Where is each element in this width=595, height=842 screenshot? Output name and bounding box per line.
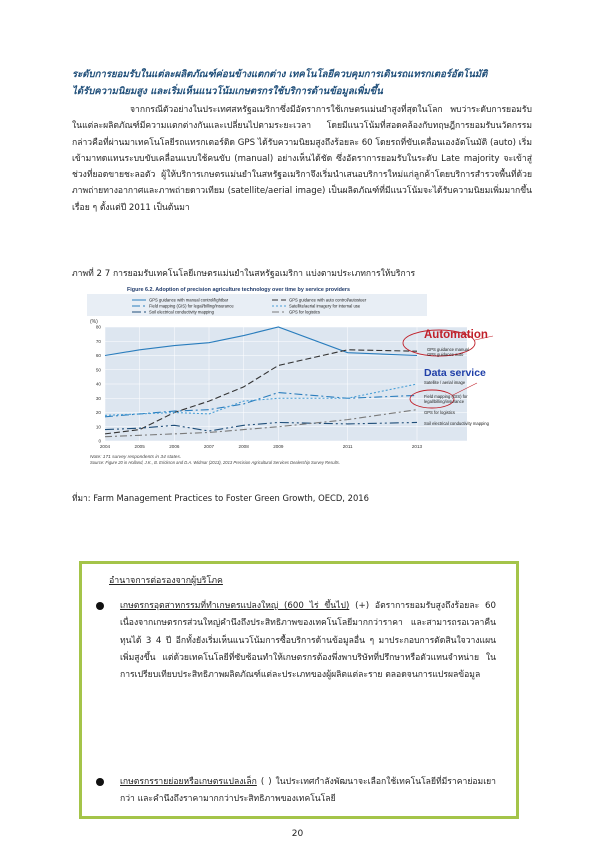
heading-line-1: ระดับการยอมรับในแต่ละผลิตภัณฑ์ค่อนข้างแตกต่าง เทคโนโลยีควบคุมการเดินรถแทรกเตอร์อัตโนมัติ bbox=[72, 69, 488, 80]
bullet-body: ( ) ในประเทศกำลังพัฒนาจะเลือกใช้เทคโนโลยีที่มีราคาย่อมเยากว่า และคำนึงถึงราคามากกว่าประสิทธิภาพของเทคโนโลยี bbox=[120, 777, 496, 805]
automation-label: Automation bbox=[424, 329, 488, 341]
side-label-field-mapping-1: Field mapping (GIS) for bbox=[424, 394, 468, 399]
y-tick-label: 20 bbox=[95, 410, 101, 416]
side-label-field-mapping-2: legal/billing/insurance bbox=[424, 399, 465, 404]
legend-label: Field mapping (GIS) for legal/billing/insurance bbox=[149, 303, 234, 309]
heading-line-2: ได้รับความนิยมสูง และเริ่มเห็นแนวโน้มเกษตรกรใช้บริการด้านข้อมูลเพิ่มขึ้น bbox=[72, 86, 383, 97]
buyer-power-box bbox=[79, 561, 519, 819]
legend-label: Soil electrical conductivity mapping bbox=[149, 309, 214, 315]
legend-label: Satellite/aerial imagery for internal use bbox=[289, 303, 361, 309]
chart-title: Figure 6.2. Adoption of precision agriculture technology over time by service providers bbox=[127, 287, 350, 293]
section-heading bbox=[72, 66, 532, 100]
y-tick-label: 40 bbox=[95, 381, 101, 387]
adoption-line-chart bbox=[87, 283, 508, 483]
y-tick-label: 30 bbox=[95, 395, 101, 401]
y-tick-label: 60 bbox=[95, 353, 101, 359]
dataservice-sub-1: Satellite / aerial image bbox=[424, 380, 466, 385]
figure-caption: ภาพที่ 2 7 การยอมรับเทคโนโลยีเกษตรแม่นยำในสหรัฐอเมริกา แบ่งตามประเภทการให้บริการ bbox=[72, 269, 416, 279]
automation-sub-1: GPS guidance manual bbox=[427, 347, 469, 352]
legend-label: GPS guidance with auto control/autosteer bbox=[289, 297, 367, 303]
bullet-text bbox=[120, 598, 496, 684]
bullet-item-large-farmers bbox=[96, 598, 496, 684]
box-title: อำนาจการต่อรองจากผู้บริโภค bbox=[109, 576, 223, 586]
y-tick-label: 70 bbox=[95, 338, 101, 344]
y-tick-label: 0 bbox=[98, 438, 101, 444]
dataservice-label: Data service bbox=[424, 367, 486, 379]
chart-note: Note: 171 survey respondents in 34 states. bbox=[90, 455, 182, 460]
x-tick-label: 2009 bbox=[273, 444, 284, 449]
chart-source: Source: Figure 20 in Holland, J.K., B. Erickson and D.A. Widmar (2013), 2013 Precision Agricultural Services Dealership Survey Results. bbox=[90, 460, 340, 465]
legend-label: GPS for logistics bbox=[289, 309, 320, 315]
page-number: 20 bbox=[291, 829, 304, 839]
paragraph-text: จากกรณีตัวอย่างในประเทศสหรัฐอเมริกาซึ่งมีอัตราการใช้เกษตรแม่นยำสูงที่สุดในโลก พบว่าระดับการยอมรับในแต่ละผลิตภัณฑ์มีความแตกต่างกันและเปลี่ยนไปตามระยะเวลา โดยมีแนวโน้มที่สอดคล้องกับทฤษฎีการยอมรับนวัตกรรม กล่าวคือที่ผ่านมาเทคโนโลยีรถแทรกเตอร์ติด GPS ได้รับความนิยมสูงถึงร้อยละ 60 โดยรถที่ขับเคลื่อนเองอัตโนมัติ (auto) เริ่มเข้ามาทดแทนระบบขับเคลื่อนแบบใช้คนขับ (manual) อย่างเห็นได้ชัด ซึ่งอัตราการยอมรับในระดับ Late majority จะเข้าสู่ช่วงที่ยอดขายชะลอตัว ผู้ให้บริการเกษตรแม่นยำในสหรัฐอเมริกาจึงเริ่มนำเสนอบริการใหม่แก่ลูกค้าโดยบริการสำรวจพื้นที่ด้วยภาพถ่ายทางอากาศและภาพถ่ายดาวเทียม (satellite/aerial image) เป็นผลิตภัณฑ์ที่มีแนวโน้มจะได้รับความนิยมเพิ่มมากขึ้นเรื่อย ๆ ตั้งแต่ปี 2011 เป็นต้นมา bbox=[72, 105, 532, 213]
y-tick-label: 10 bbox=[95, 424, 101, 430]
x-tick-label: 2011 bbox=[342, 444, 353, 449]
bullet-underlined-term: เกษตรกรรายย่อยหรือเกษตรแปลงเล็ก bbox=[120, 777, 257, 787]
body-paragraph bbox=[72, 102, 532, 216]
x-tick-label: 2005 bbox=[134, 444, 145, 449]
bullet-body: (+) อัตราการยอมรับสูงถึงร้อยละ 60 เนื่องจากเกษตรกรส่วนใหญ่คำนึงถึงประสิทธิภาพของเทคโนโลยีมากกว่าราคา และสามารถรอเวลาคืนทุนได้ 3 4 ปี อีกทั้งยังเริ่มเห็นแนวโน้มการซื้อบริการด้านข้อมูลอื่น ๆ มาประกอบการตัดสินใจวางแผนเพิ่มสูงขึ้น แต่ด้วยเทคโนโลยีที่ซับซ้อนทำให้เกษตรกรต้องพึ่งพาบริษัทที่ปรึกษาหรือตัวแทนจำหน่าย ในการเปรียบเทียบประสิทธิภาพผลิตภัณฑ์แต่ละประเภทของผู้ผลิตแต่ละราย ตลอดจนการแปรผลข้อมูล bbox=[120, 601, 496, 681]
y-tick-label: 80 bbox=[95, 324, 101, 330]
bullet-dot-icon bbox=[96, 778, 104, 786]
x-tick-label: 2007 bbox=[203, 444, 215, 449]
x-tick-label: 2004 bbox=[99, 444, 111, 449]
x-tick-label: 2013 bbox=[411, 444, 423, 449]
side-label-soil-mapping: Soil electrical conductivity mapping bbox=[424, 421, 489, 426]
bullet-text bbox=[120, 774, 496, 809]
legend-label: GPS guidance with manual control/lightbar bbox=[149, 297, 229, 303]
y-tick-label: 50 bbox=[95, 367, 101, 373]
automation-sub-2: GPS guidance auto bbox=[427, 352, 464, 357]
y-axis-unit: (%) bbox=[90, 319, 98, 325]
figure-source: ที่มา: Farm Management Practices to Foster Green Growth, OECD, 2016 bbox=[72, 493, 369, 503]
x-tick-label: 2008 bbox=[238, 444, 249, 449]
x-tick-label: 2006 bbox=[169, 444, 180, 449]
y-tick-labels bbox=[96, 325, 102, 444]
bullet-underlined-term: เกษตรกรอุตสาหกรรมที่ทำเกษตรแปลงใหญ่ (600 ไร่ ขึ้นไป) bbox=[120, 601, 350, 611]
bullet-dot-icon bbox=[96, 602, 104, 610]
chart-legend-area bbox=[87, 294, 427, 316]
side-label-gps-logistics: GPS for logistics bbox=[424, 410, 455, 415]
bullet-item-small-farmers bbox=[96, 774, 496, 809]
